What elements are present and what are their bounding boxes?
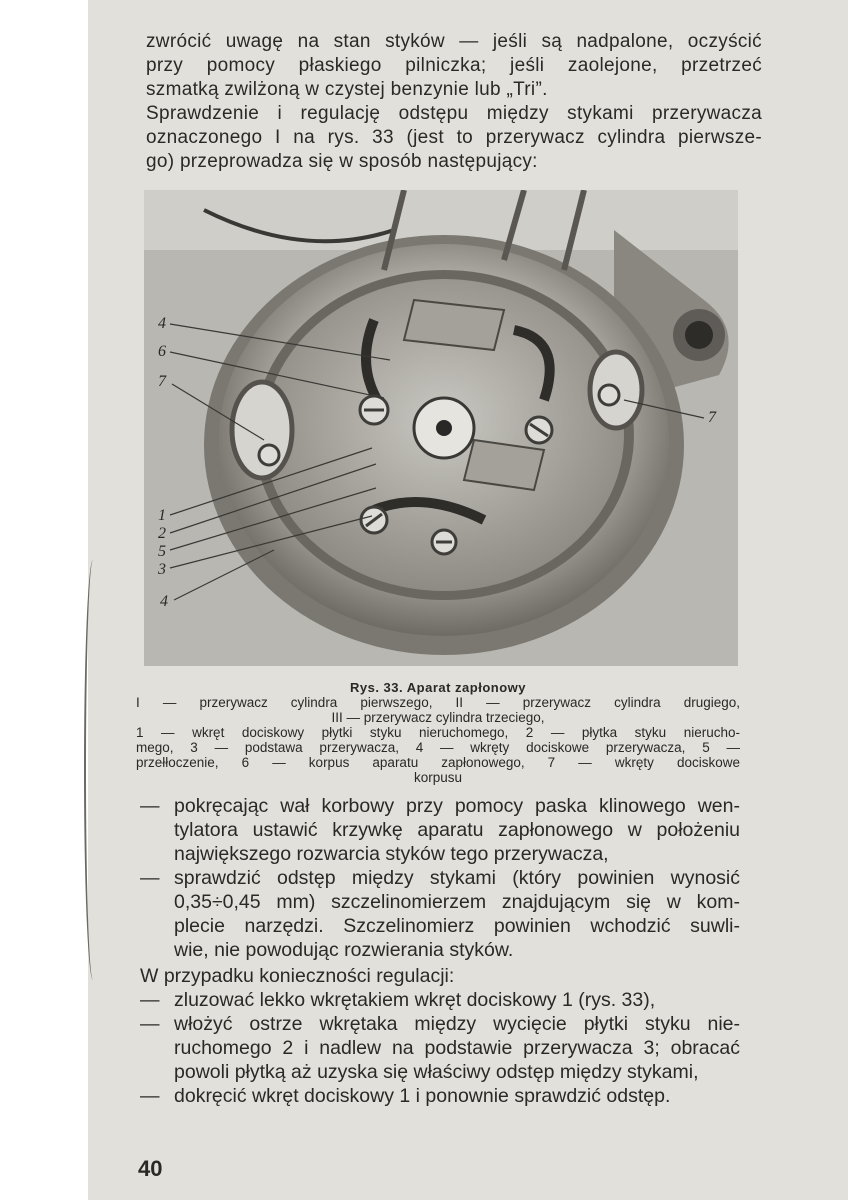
figure-label-3: 3 [158,561,166,578]
intro-line [146,54,762,78]
caption-line: 1 — wkręt dociskowy płytki styku nieruchomego, 2 — płytka styku nierucho- [136,725,740,740]
list-item [140,866,740,962]
caption-line: III — przerywacz cylindra trzeciego, [331,710,545,725]
intro-line [146,30,762,54]
intro-line [146,150,762,174]
list-item [140,988,740,1012]
list-dash: — [140,1085,160,1107]
intro-line [146,126,762,150]
figure-label-5: 5 [158,543,166,560]
figure-label-6: 6 [158,343,166,360]
list-line: 0,35÷0,45 mm) szczelinomierzem znajdującym się w kom- [174,891,740,913]
intro-line-text: Sprawdzenie i regulację odstępu między stykami przerywacza [146,103,762,124]
list-dash: — [140,795,160,817]
list-line: powoli płytką aż uzyska się właściwy odstęp między stykami, [174,1061,699,1083]
intro-line [146,78,762,102]
caption-line: przełłoczenie, 6 — korpus aparatu zapłonowego, 7 — wkręty dociskowe [136,755,740,770]
intro-line-text: oznaczonego I na rys. 33 (jest to przerywacz cylindra pierwsze- [146,127,762,148]
intro-line-text: szmatką zwilżoną w czystej benzynie lub „Tri”. [146,79,548,100]
figure-label-4a: 4 [158,315,166,332]
list-item [140,1084,740,1108]
list-line: pokręcając wał korbowy przy pomocy paska klinowego wen- [174,795,740,817]
list-line: dokręcić wkręt dociskowy 1 i ponownie sprawdzić odstęp. [174,1085,671,1107]
list-dash: — [140,867,160,889]
intro-paragraph [146,30,762,174]
figure-label-2: 2 [158,525,166,542]
intro-line-text: przy pomocy płaskiego pilniczka; jeśli zaolejone, przetrzeć [146,55,762,76]
intro-line [146,102,762,126]
figure-caption [136,680,740,785]
caption-line: korpusu [413,770,463,785]
figure-label-7-right: 7 [708,409,716,426]
list-item [140,1012,740,1084]
list-line: ruchomego 2 i nadlew na podstawie przerywacza 3; obracać [174,1037,740,1059]
page-number: 40 [138,1156,163,1181]
list-line: plecie narzędzi. Szczelinomierz powinien wchodzić suwli- [174,915,740,937]
caption-title: Rys. 33. Aparat zapłonowy [349,680,526,695]
figure-label-7: 7 [158,373,166,390]
caption-line: mego, 3 — podstawa przerywacza, 4 — wkręty dociskowe przerywacza, 5 — [136,740,740,755]
list-line: tylatora ustawić krzywkę aparatu zapłonowego w położeniu [174,819,740,841]
list-dash: — [140,1013,160,1035]
figure-label-4b: 4 [160,593,168,610]
list-line: włożyć ostrze wkrętaka między wycięcie płytki styku nie- [174,1013,740,1035]
list-line: zluzować lekko wkrętakiem wkręt dociskowy 1 (rys. 33), [174,989,656,1011]
list-line: wie, nie powodując rozwierania styków. [174,939,514,961]
caption-line: I — przerywacz cylindra pierwszego, II — przerywacz cylindra drugiego, [136,695,740,710]
intro-line-text: go) przeprowadza się w sposób następujący: [146,151,538,172]
list-dash: — [140,989,160,1011]
subheading: W przypadku konieczności regulacji: [140,965,455,987]
list-line: sprawdzić odstęp między stykami (który powinien wynosić [174,867,740,889]
figure-label-1: 1 [158,507,166,524]
procedure-list [140,794,740,1108]
ignition-distributor-photo [144,190,738,666]
list-line: największego rozwarcia styków tego przerywacza, [174,843,609,865]
page-curl-edge [84,560,102,980]
list-item [140,794,740,866]
intro-line-text: zwrócić uwagę na stan styków — jeśli są nadpalone, oczyścić [146,31,762,52]
